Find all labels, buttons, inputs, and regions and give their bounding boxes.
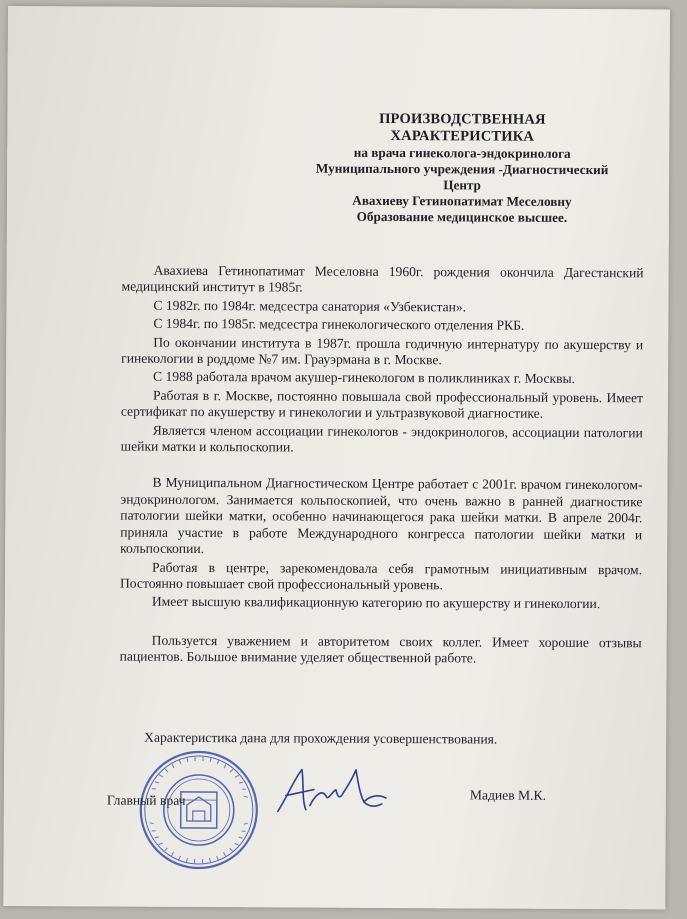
spacer bbox=[120, 612, 642, 635]
paragraph-reputation: Работая в центре, зарекомендовала себя грамотным инициативным врачом. Постоянно повышает свой профессиональный уровень. bbox=[119, 559, 643, 593]
paragraph-category: Имеет высшую квалификационную категорию по акушерству и гинекологии. bbox=[151, 594, 601, 612]
paragraph-respect: Пользуется уважением и авторитетом своих коллег. Имеет хорошие отзывы пациентов. Большое внимание уделяет общественной работе. bbox=[119, 632, 642, 666]
title-line-2: ХАРАКТЕРИСТИКА bbox=[390, 128, 535, 145]
paragraph-center-work: В Муниципальном Диагностическом Центре работает с 2001г. врачом гинекологом-эндокринологом. Занимается кольпоскопией, что очень важно в ранней диагностике патологии шейки матки, особенно начинающегося рака шейки матки. В апреле 2004г. приняла участие в работе Международного конгресса патологии шейки матки и кольпоскопии. bbox=[120, 475, 643, 557]
document-header bbox=[277, 110, 648, 226]
purpose-line: Характеристика дана для прохождения усовершенствования. bbox=[144, 729, 498, 747]
subject-name: Авахиеву Гетинопатимат Меселовну bbox=[352, 192, 572, 209]
paragraph-birth-education: Авахиева Гетинопатимат Меселовна 1960г. рождения окончила Дагестанский медицинский институт в 1985г. bbox=[121, 262, 644, 295]
round-seal-stamp-icon bbox=[137, 749, 260, 872]
document-page bbox=[3, 6, 670, 909]
subtitle-institution-cont: Центр bbox=[443, 177, 481, 193]
paragraph-job-1: С 1982г. по 1984г. медсестра санатория «Узбекистан». bbox=[153, 297, 467, 315]
paragraph-job-2: С 1984г. по 1985г. медсестра гинекологического отделения РКБ. bbox=[153, 315, 525, 333]
paragraph-internship: По окончании института в 1987г. прошла годичную интернатуру по акушерству и гинекологии в роддоме №7 им. Грауэрмана в г. Москве. bbox=[121, 334, 644, 368]
paragraph-associations: Является членом ассоциации гинекологов - эндокринологов, ассоциации патологии шейки матки и кольпоскопии. bbox=[120, 422, 643, 455]
chief-doctor-name: Мадиев М.К. bbox=[469, 787, 547, 803]
document-body bbox=[120, 263, 644, 670]
chief-doctor-label: Главный врач bbox=[106, 792, 186, 808]
subtitle-position: на врача гинеколога-эндокринолога bbox=[353, 144, 571, 161]
title-line-1: ПРОИЗВОДСТВЕННАЯ bbox=[379, 110, 546, 128]
subtitle-institution: Муниципального учреждения -Диагностический bbox=[315, 160, 609, 178]
paragraph-qualification: Работая в г. Москве, постоянно повышала свой профессиональный уровень. Имеет сертификат по акушерству и гинекологии и ультразвуковой диагностике. bbox=[120, 387, 643, 422]
handwritten-signature-icon bbox=[274, 755, 404, 826]
education-line: Образование медицинское высшее. bbox=[356, 208, 568, 225]
paragraph-moscow-work: С 1988 работала врачом акушер-гинекологом в поликлиниках г. Москвы. bbox=[153, 369, 576, 387]
